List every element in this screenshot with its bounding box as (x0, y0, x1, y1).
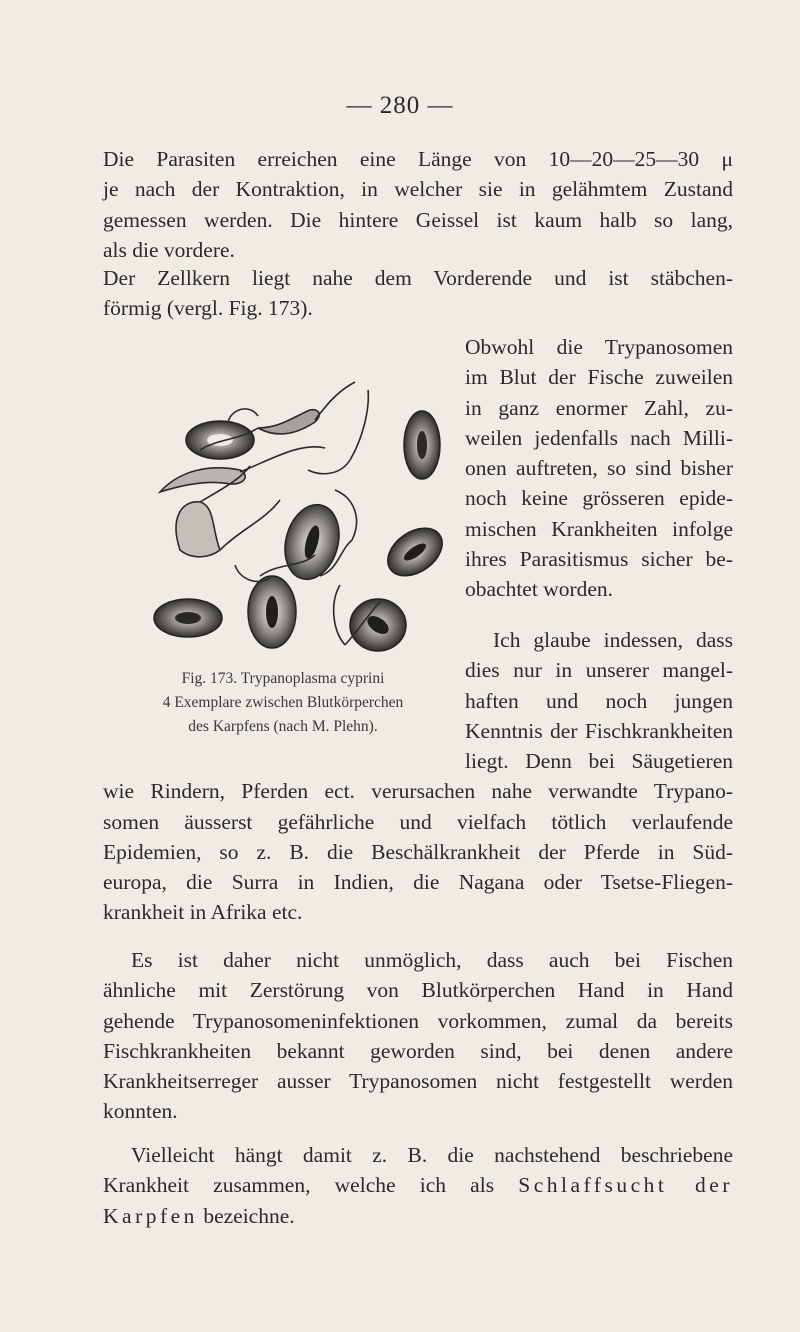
blood-cell-right (379, 518, 450, 585)
text-line: weilen jedenfalls nach Milli- (465, 425, 733, 450)
caption-line: 4 Exemplare zwischen Blutkörperchen (162, 694, 404, 711)
text-line: konnten. (103, 1099, 178, 1124)
text-line: ähnliche mit Zerstörung von Blutkörperchen Hand in Hand (103, 978, 733, 1003)
text-line: je nach der Kontraktion, in welcher sie in gelähmtem Zustand (103, 177, 733, 202)
text-line: als die vordere. (103, 237, 235, 262)
paragraph-possibility (103, 945, 733, 1127)
page-number: — 280 — (346, 92, 454, 119)
text-line: europa, die Surra in Indien, die Nagana oder Tsetse-Fliegen- (103, 870, 733, 895)
paragraph-epidemics (103, 746, 733, 928)
paragraph-nucleus (103, 263, 733, 324)
text-fragment: bezeichne. (197, 1203, 295, 1228)
text-line: wie Rindern, Pferden ect. verursachen nahe verwandte Trypano- (103, 779, 733, 804)
text-line: liegt. Denn bei Säugetieren (465, 749, 733, 773)
text-line: Fischkrankheiten bekannt geworden sind, bei denen andere (103, 1038, 733, 1063)
text-line: Obwohl die Trypanosomen (465, 335, 733, 359)
spaced-term-karpfen: Karpfen (103, 1203, 198, 1228)
caption-line: des Karpfens (nach M. Plehn). (188, 718, 378, 735)
figure-trypanoplasma-illustration (140, 380, 450, 660)
text-line: gemessen werden. Die hintere Geissel ist kaum halb so lang, (103, 207, 733, 232)
text-line (103, 1201, 733, 1231)
paragraph-parasite-length (103, 144, 733, 265)
text-line: noch keine grösseren epide- (465, 486, 733, 511)
text-line: Krankheitserreger ausser Trypanosomen nicht festgestellt werden (103, 1069, 733, 1094)
text-line: obachtet worden. (465, 577, 614, 602)
text-line: gehende Trypanosomeninfektionen vorkommen, zumal da bereits (103, 1008, 733, 1033)
text-fragment: Krankheit zusammen, welche ich als (103, 1173, 495, 1198)
blood-cell-bottom-left (154, 599, 222, 637)
text-line: dies nur in unserer mangel- (465, 658, 733, 683)
side-paragraph-belief (465, 625, 733, 746)
text-line: somen äusserst gefährliche und vielfach tötlich verlaufende (103, 809, 733, 834)
text-line: mischen Krankheiten infolge (465, 516, 733, 541)
text-line: Kenntnis der Fischkrankheiten (465, 718, 733, 743)
text-line: Ich glaube indessen, dass (493, 628, 733, 652)
text-line: krankheit in Afrika etc. (103, 900, 303, 925)
text-line: onen auftreten, so sind bisher (465, 456, 733, 481)
trypanoplasma-drawing (140, 380, 450, 660)
blood-cell-top-right (404, 411, 440, 479)
side-paragraph-trypanosomes (465, 332, 733, 605)
text-line: Die Parasiten erreichen eine Länge von 10—20—25—30 μ (103, 147, 733, 171)
text-line: Der Zellkern liegt nahe dem Vorderende und ist stäbchen- (103, 266, 733, 290)
text-line: Es ist daher nicht unmöglich, dass auch bei Fischen (131, 948, 733, 972)
text-line: haften und noch jungen (465, 688, 733, 713)
text-line: Epidemien, so z. B. die Beschälkrankheit der Pferde in Süd- (103, 839, 733, 864)
blood-cell-middle (277, 499, 347, 586)
caption-line: Fig. 173. Trypanoplasma cyprini (181, 670, 385, 687)
text-line: ihres Parasitismus sicher be- (465, 547, 733, 572)
paragraph-sleeping-sickness (103, 1140, 733, 1231)
text-line (103, 1170, 733, 1200)
text-line: im Blut der Fische zuweilen (465, 365, 733, 390)
blood-cell-bottom-right (350, 599, 406, 651)
blood-cell-bottom-middle (248, 576, 296, 648)
figure-caption (103, 667, 463, 739)
text-line: förmig (vergl. Fig. 173). (103, 296, 313, 321)
spaced-term-schlaffsucht: Schlaffsucht der (518, 1173, 733, 1198)
blood-cell-top-left (186, 421, 254, 459)
text-line: Vielleicht hängt damit z. B. die nachstehend beschriebene (131, 1143, 733, 1167)
text-line: in ganz enormer Zahl, zu- (465, 395, 733, 420)
